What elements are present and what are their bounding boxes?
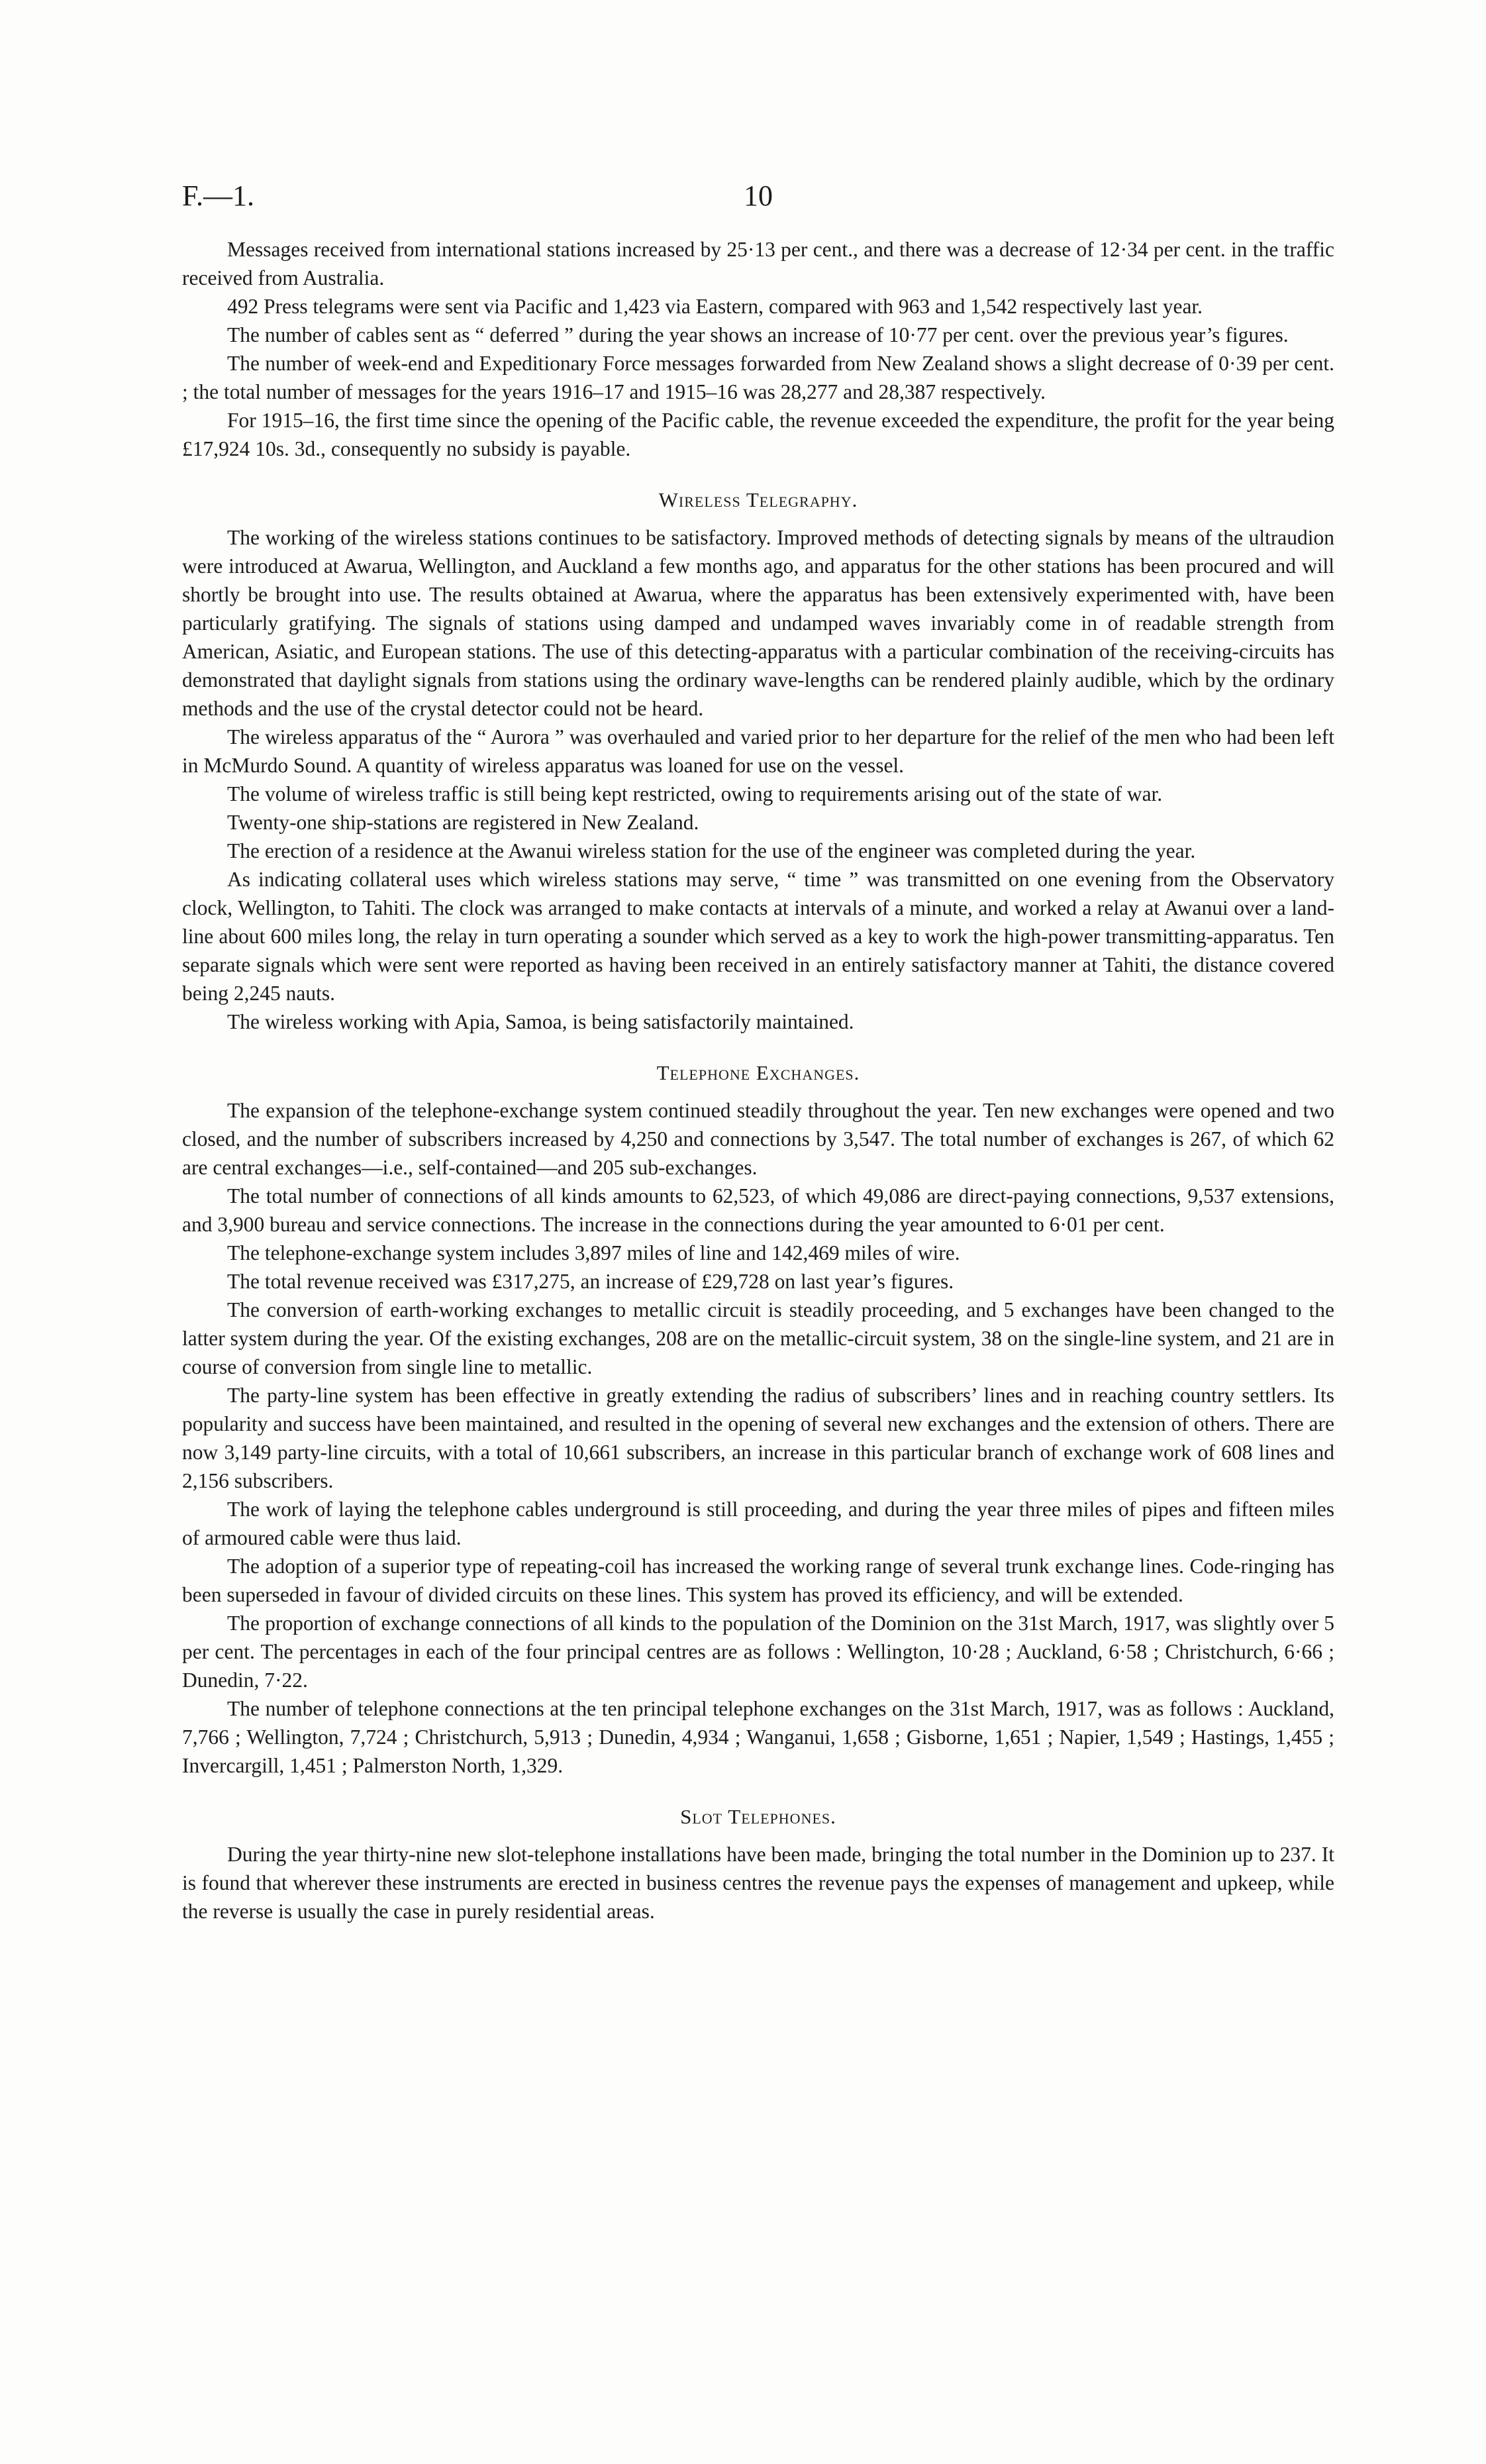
section-heading-telephone-exchanges: Telephone Exchanges.	[656, 1061, 860, 1084]
paragraph: For 1915–16, the first time since the opening of the Pacific cable, the revenue exceeded the expenditure, the profit for the year being £17,924 10s. 3d., consequently no subsidy is payable.	[182, 409, 1334, 460]
paragraph: The expansion of the telephone-exchange system continued steadily throughout the year. Ten new exchanges were opened and two closed, and the number of subscribers increased by 4,250 and connections by 3,547. The total number of exchanges is 267, of which 62 are central exchanges—i.e., self-contained—and 205 sub-exchanges.	[182, 1099, 1334, 1179]
paragraph: The number of week-end and Expeditionary Force messages forwarded from New Zealand shows a slight decrease of 0·39 per cent. ; the total number of messages for the years 1916–17 and 1915–16 was 28,277 and 28,387 respectively.	[182, 352, 1334, 403]
section-heading-slot-telephones: Slot Telephones.	[680, 1805, 836, 1828]
paragraph: 492 Press telegrams were sent via Pacific and 1,423 via Eastern, compared with 963 and 1,542 respectively last year.	[227, 295, 1203, 318]
paragraph: The erection of a residence at the Awanui wireless station for the use of the engineer was completed during the year.	[227, 839, 1196, 862]
section-heading-wireless: Wireless Telegraphy.	[658, 488, 858, 511]
paragraph: The work of laying the telephone cables underground is still proceeding, and during the year three miles of pipes and fifteen miles of armoured cable were thus laid.	[182, 1498, 1334, 1549]
paragraph: The party-line system has been effective in greatly extending the radius of subscribers’ lines and in reaching country settlers. Its popularity and success have been maintained, and resulted in the opening of several new exchanges and the extension of others. There are now 3,149 party-line circuits, with a total of 10,661 subscribers, an increase in this particular branch of exchange work of 608 lines and 2,156 subscribers.	[182, 1384, 1334, 1492]
paragraph: The number of cables sent as “ deferred ” during the year shows an increase of 10·77 per cent. over the previous year’s figures.	[227, 323, 1289, 346]
paragraph: Twenty-one ship-stations are registered in New Zealand.	[227, 811, 699, 834]
paragraph: The volume of wireless traffic is still being kept restricted, owing to requirements arising out of the state of war.	[227, 782, 1163, 805]
paragraph: The telephone-exchange system includes 3,897 miles of line and 142,469 miles of wire.	[227, 1241, 960, 1264]
paragraph: The conversion of earth-working exchanges to metallic circuit is steadily proceeding, and 5 exchanges have been changed to the latter system during the year. Of the existing exchanges, 208 are on the metallic-circuit system, 38 on the single-line system, and 21 are in course of conversion from single line to metallic.	[182, 1298, 1334, 1378]
paragraph: The proportion of exchange connections of all kinds to the population of the Dominion on the 31st March, 1917, was slightly over 5 per cent. The percentages in each of the four principal centres are as follows : Wellington, 10·28 ; Auckland, 6·58 ; Christchurch, 6·66 ; Dunedin, 7·22.	[182, 1612, 1334, 1692]
paragraph: During the year thirty-nine new slot-telephone installations have been made, bringing the total number in the Dominion up to 237. It is found that wherever these instruments are erected in business centres the revenue pays the expenses of management and upkeep, while the reverse is usually the case in purely residential areas.	[182, 1843, 1334, 1923]
page-header	[182, 179, 1334, 219]
paragraph: The number of telephone connections at the ten principal telephone exchanges on the 31st March, 1917, was as follows : Auckland, 7,766 ; Wellington, 7,724 ; Christchurch, 5,913 ; Dunedin, 4,934 ; Wanganui, 1,658 ; Gisborne, 1,651 ; Napier, 1,549 ; Hastings, 1,455 ; Invercargill, 1,451 ; Palmerston North, 1,329.	[182, 1697, 1334, 1777]
paragraph: The working of the wireless stations continues to be satisfactory. Improved methods of detecting signals by means of the ultraudion were introduced at Awarua, Wellington, and Auckland a few months ago, and apparatus for the other stations has been procured and will shortly be brought into use. The results obtained at Awarua, where the apparatus has been extensively experimented with, have been particularly gratifying. The signals of stations using damped and undamped waves invariably come in of readable strength from American, Asiatic, and European stations. The use of this detecting-apparatus with a particular combination of the receiving-circuits has demonstrated that daylight signals from stations using the ordinary wave-lengths can be rendered plainly audible, which by the ordinary methods and the use of the crystal detector could not be heard.	[182, 526, 1334, 720]
paragraph: The total revenue received was £317,275, an increase of £29,728 on last year’s figures.	[227, 1270, 954, 1293]
document-reference: F.—1.	[182, 180, 254, 212]
paragraph: Messages received from international stations increased by 25·13 per cent., and there was a decrease of 12·34 per cent. in the traffic received from Australia.	[182, 238, 1334, 289]
paragraph: As indicating collateral uses which wireless stations may serve, “ time ” was transmitted on one evening from the Observatory clock, Wellington, to Tahiti. The clock was arranged to make contacts at intervals of a minute, and worked a relay at Awanui over a land-line about 600 miles long, the relay in turn operating a sounder which served as a key to work the high-power transmitting-apparatus. Ten separate signals which were sent were reported as having been received in an entirely satisfactory manner at Tahiti, the distance covered being 2,245 nauts.	[182, 868, 1334, 1005]
page-body	[182, 235, 1334, 1925]
paragraph: The adoption of a superior type of repeating-coil has increased the working range of several trunk exchange lines. Code-ringing has been superseded in favour of divided circuits on these lines. This system has proved its efficiency, and will be extended.	[182, 1555, 1334, 1606]
paragraph: The wireless working with Apia, Samoa, is being satisfactorily maintained.	[227, 1010, 854, 1033]
page-number: 10	[744, 180, 773, 212]
paragraph: The total number of connections of all kinds amounts to 62,523, of which 49,086 are direct-paying connections, 9,537 extensions, and 3,900 bureau and service connections. The increase in the connections during the year amounted to 6·01 per cent.	[182, 1184, 1334, 1236]
paragraph: The wireless apparatus of the “ Aurora ” was overhauled and varied prior to her departure for the relief of the men who had been left in McMurdo Sound. A quantity of wireless apparatus was loaned for use on the vessel.	[182, 725, 1334, 777]
